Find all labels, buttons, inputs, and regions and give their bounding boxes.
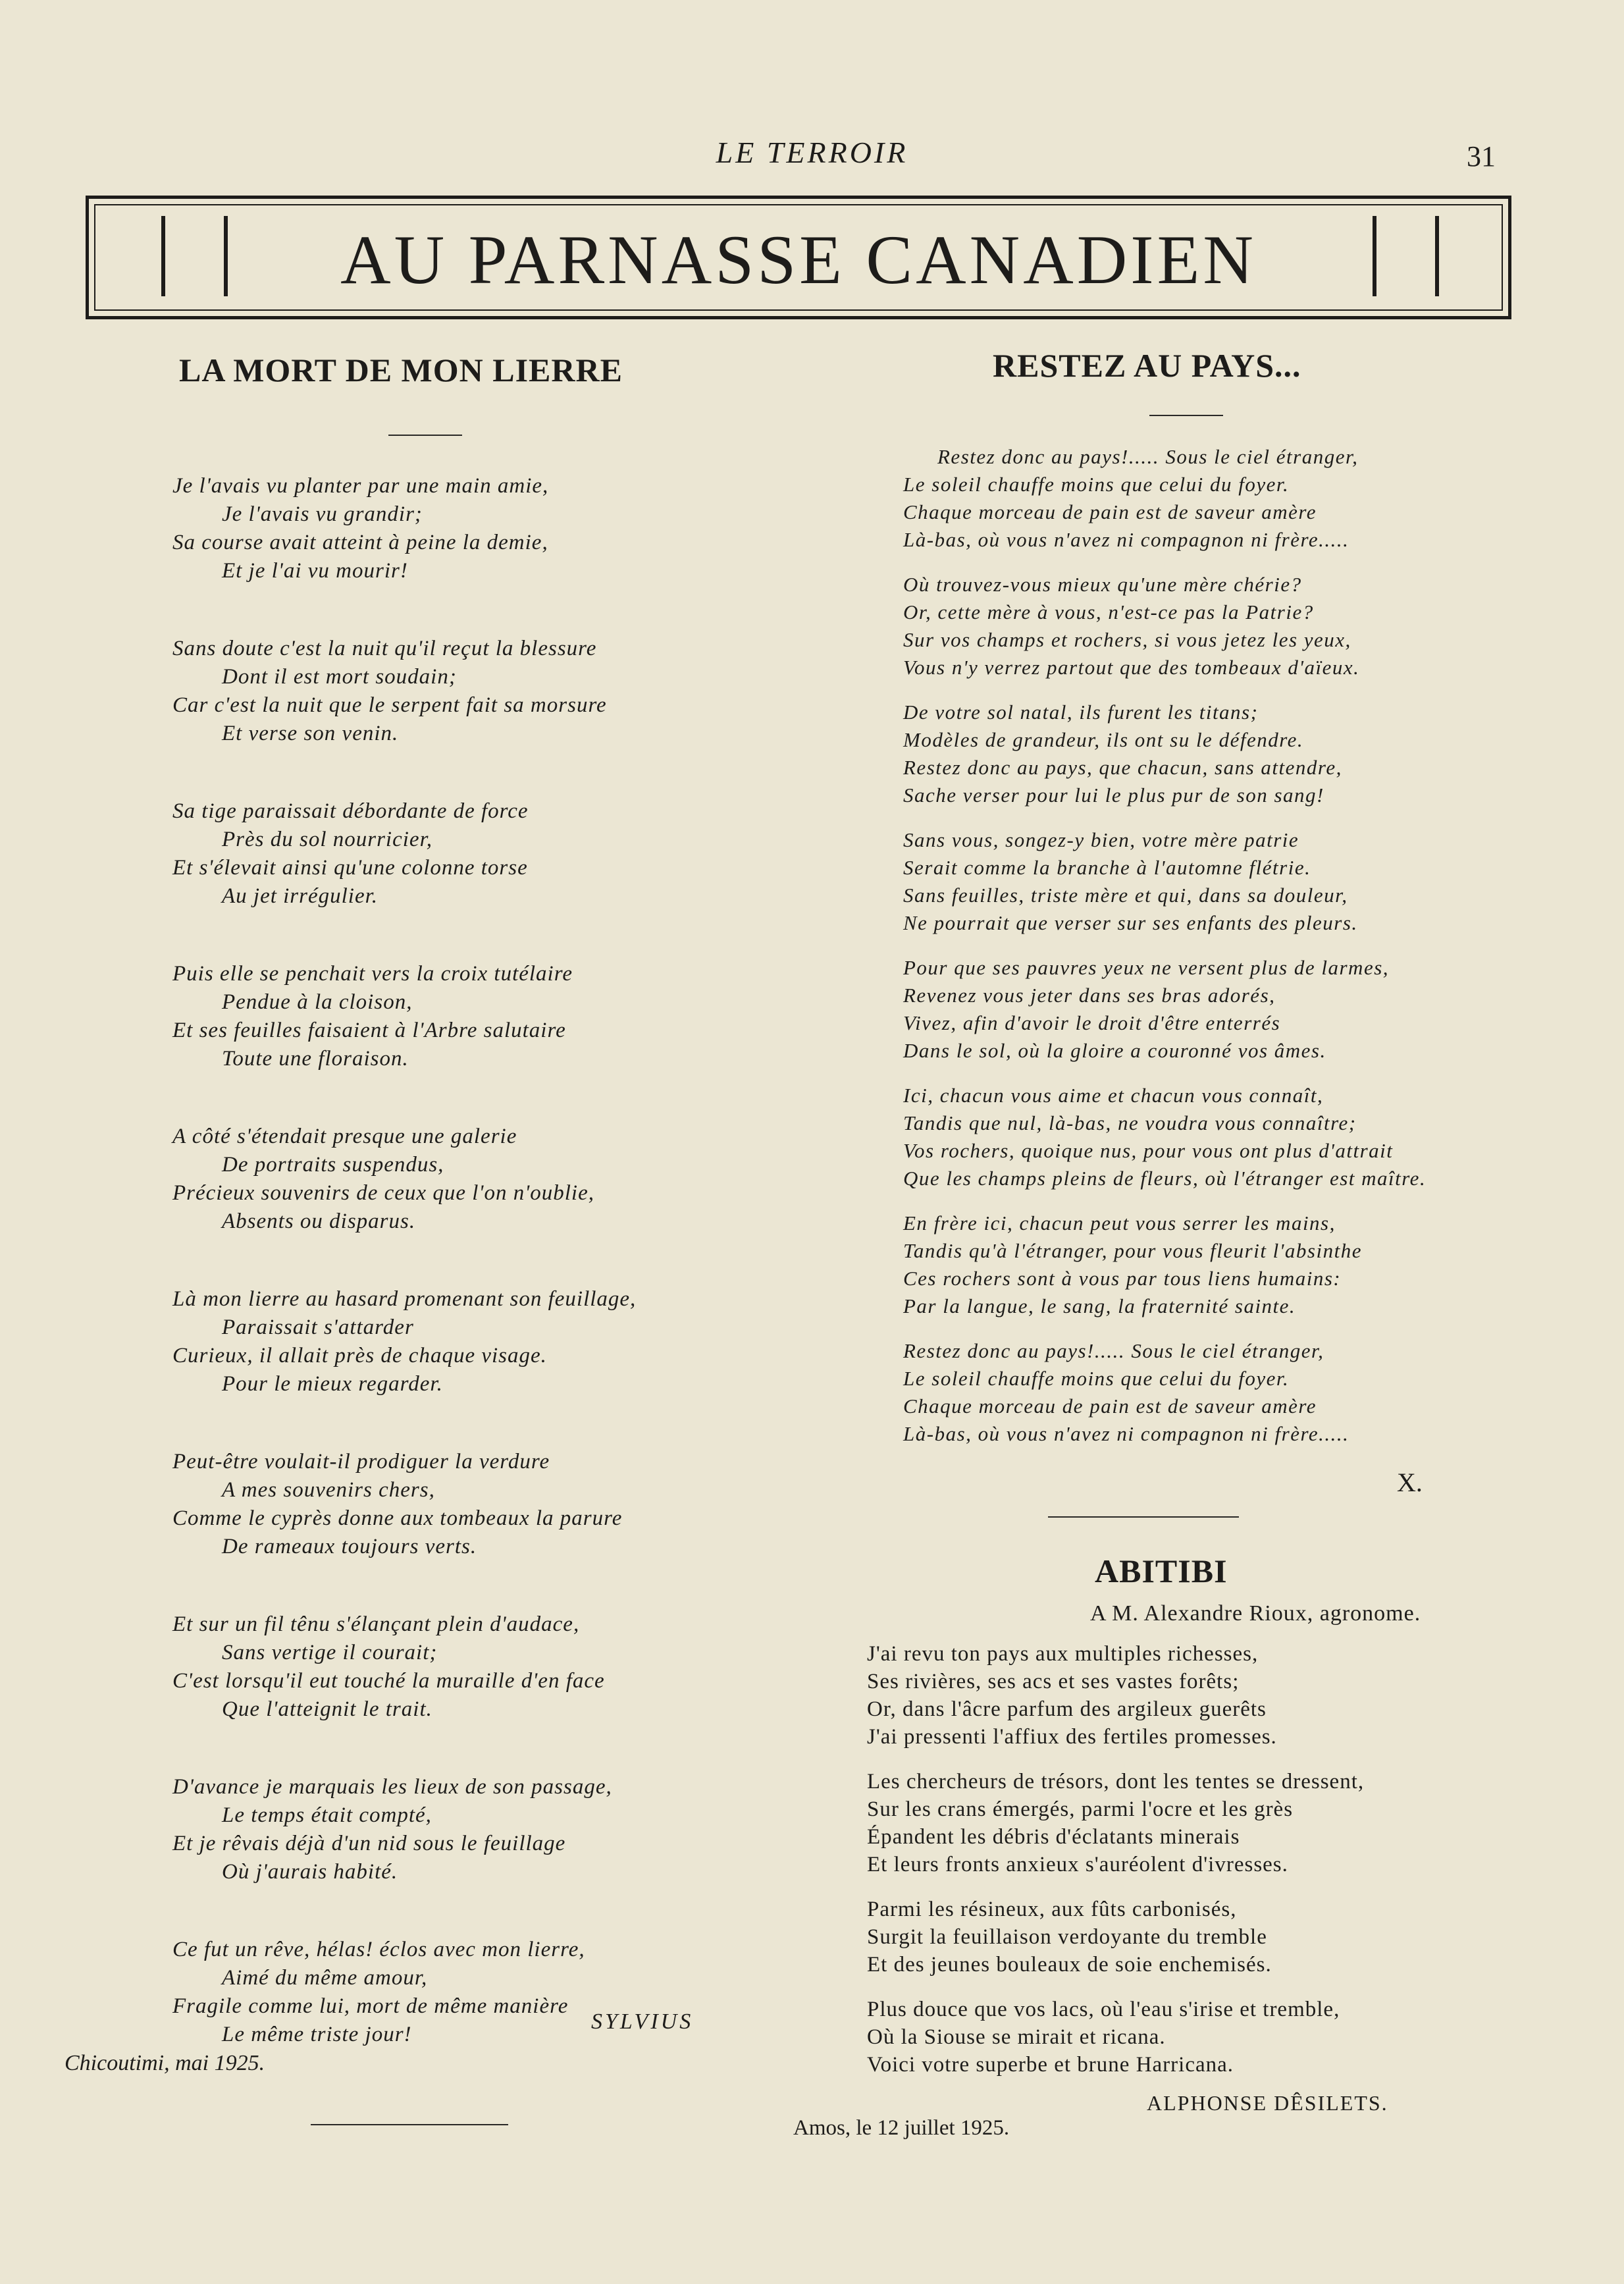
verse-line: Ses rivières, ses acs et ses vastes forêts; [867, 1670, 1240, 1693]
verse-line: Ces rochers sont à vous par tous liens humains: [903, 1267, 1342, 1290]
verse-line: Je l'avais vu planter par une main amie, [172, 474, 549, 498]
verse-line: Sans feuilles, triste mère et qui, dans sa douleur, [903, 884, 1348, 907]
title-rule-right [1149, 415, 1223, 416]
stanza [867, 1896, 1364, 1979]
verse-line: Fragile comme lui, mort de même manière [172, 1994, 569, 2018]
verse-line: Pendue à la cloison, [222, 990, 413, 1014]
stanza [172, 1285, 636, 1398]
verse-line: D'avance je marquais les lieux de son passage, [172, 1775, 612, 1799]
verse-line: Près du sol nourricier, [222, 828, 432, 851]
verse-line: Paraissait s'attarder [222, 1315, 414, 1339]
stanza [903, 699, 1426, 809]
verse-line: Or, cette mère à vous, n'est-ce pas la Patrie? [903, 600, 1314, 624]
verse-line: Peut-être voulait-il prodiguer la verdure [172, 1450, 550, 1474]
verse-line: J'ai revu ton pays aux multiples richesses, [867, 1642, 1259, 1666]
verse-line: Aimé du même amour, [222, 1966, 428, 1990]
verse-line: Le soleil chauffe moins que celui du foyer. [903, 1367, 1290, 1390]
verse-line: Et ses feuilles faisaient à l'Arbre salutaire [172, 1019, 566, 1042]
verse-line: C'est lorsqu'il eut touché la muraille d'en face [172, 1669, 605, 1693]
verse-line: Vos rochers, quoique nus, pour vous ont plus d'attrait [903, 1139, 1394, 1162]
verse-line: Restez donc au pays!..... Sous le ciel étranger, [903, 1339, 1324, 1362]
stanza [903, 1337, 1426, 1448]
poem-title-la-mort-de-mon-lierre: LA MORT DE MON LIERRE [179, 352, 623, 388]
verse-line: De rameaux toujours verts. [222, 1535, 477, 1558]
poem-restez-au-pays [903, 443, 1426, 1448]
verse-line: Surgit la feuillaison verdoyante du tremble [867, 1925, 1267, 1949]
signature-x: X. [1397, 1468, 1423, 1497]
verse-line: Tandis que nul, là-bas, ne voudra vous connaître; [903, 1111, 1357, 1134]
verse-line: Dans le sol, où la gloire a couronné vos âmes. [903, 1039, 1326, 1062]
verse-line: Puis elle se penchait vers la croix tutélaire [172, 962, 573, 986]
end-rule-left [311, 2124, 508, 2125]
running-title: LE TERROIR [716, 136, 908, 169]
stanza [867, 1996, 1364, 2079]
verse-line: Sur vos champs et rochers, si vous jetez les yeux, [903, 628, 1351, 651]
dedication: A M. Alexandre Rioux, agronome. [1090, 1601, 1421, 1626]
verse-line: Sans vertige il courait; [222, 1641, 438, 1664]
verse-line: Par la langue, le sang, la fraternité sainte. [903, 1294, 1296, 1317]
verse-line: Ne pourrait que verser sur ses enfants des pleurs. [903, 911, 1358, 934]
stanza [903, 826, 1426, 937]
verse-line: Modèles de grandeur, ils ont su le défendre. [903, 728, 1304, 751]
poem-title-restez-au-pays: RESTEZ AU PAYS... [993, 347, 1301, 384]
stanza [172, 960, 636, 1073]
verse-line: Précieux souvenirs de ceux que l'on n'oublie, [172, 1181, 594, 1205]
stanza [903, 1209, 1426, 1320]
stanza [172, 1448, 636, 1561]
verse-line: Toute une floraison. [222, 1047, 409, 1071]
verse-line: Au jet irrégulier. [222, 884, 379, 908]
divider-rule [1048, 1516, 1239, 1518]
poem-abitibi [867, 1640, 1364, 2079]
verse-line: Là-bas, où vous n'avez ni compagnon ni frère..... [903, 528, 1349, 551]
page-number: 31 [1467, 140, 1496, 173]
verse-line: Que l'atteignit le trait. [222, 1697, 432, 1721]
place-date-abitibi: Amos, le 12 juillet 1925. [793, 2116, 1010, 2140]
verse-line: Absents ou disparus. [222, 1209, 416, 1233]
stanza [172, 1773, 636, 1886]
verse-line: Parmi les résineux, aux fûts carbonisés, [867, 1898, 1237, 1921]
verse-line: Chaque morceau de pain est de saveur amère [903, 500, 1317, 523]
place-date-left: Chicoutimi, mai 1925. [65, 2051, 265, 2075]
section-banner [86, 196, 1511, 319]
verse-line: Pour que ses pauvres yeux ne versent plus de larmes, [903, 956, 1390, 979]
verse-line: Et leurs fronts anxieux s'auréolent d'ivresses. [867, 1853, 1288, 1876]
stanza [903, 443, 1426, 554]
verse-line: Et je rêvais déjà d'un nid sous le feuillage [172, 1832, 566, 1855]
verse-line: Où trouvez-vous mieux qu'une mère chérie? [903, 573, 1302, 596]
verse-line: Et verse son venin. [222, 722, 399, 745]
verse-line: En frère ici, chacun peut vous serrer les mains, [903, 1211, 1336, 1235]
verse-line: Les chercheurs de trésors, dont les tentes se dressent, [867, 1770, 1365, 1793]
verse-line: Sa course avait atteint à peine la demie, [172, 531, 548, 554]
verse-line: Revenez vous jeter dans ses bras adorés, [903, 984, 1276, 1007]
verse-line: Où j'aurais habité. [222, 1860, 398, 1884]
verse-line: Je l'avais vu grandir; [222, 502, 423, 526]
verse-line: Ce fut un rêve, hélas! éclos avec mon lierre, [172, 1938, 585, 1961]
verse-line: De portraits suspendus, [222, 1153, 444, 1177]
stanza [903, 954, 1426, 1065]
verse-line: A mes souvenirs chers, [222, 1478, 435, 1502]
verse-line: Ici, chacun vous aime et chacun vous connaît, [903, 1084, 1324, 1107]
verse-line: Plus douce que vos lacs, où l'eau s'irise et tremble, [867, 1998, 1340, 2021]
verse-line: Chaque morceau de pain est de saveur amère [903, 1394, 1317, 1418]
verse-line: Tandis qu'à l'étranger, pour vous fleurit l'absinthe [903, 1239, 1362, 1262]
verse-line: Voici votre superbe et brune Harricana. [867, 2053, 1234, 2077]
stanza [172, 797, 636, 911]
verse-line: Et des jeunes bouleaux de soie enchemisés. [867, 1953, 1272, 1977]
stanza [867, 1640, 1364, 1751]
verse-line: Serait comme la branche à l'automne flétrie. [903, 856, 1311, 879]
verse-line: Sur les crans émergés, parmi l'ocre et les grès [867, 1797, 1294, 1821]
verse-line: Où la Siouse se mirait et ricana. [867, 2025, 1166, 2049]
stanza [867, 1768, 1364, 1878]
stanza [172, 635, 636, 748]
verse-line: Et s'élevait ainsi qu'une colonne torse [172, 856, 528, 880]
stanza [903, 1082, 1426, 1192]
poem-title-abitibi: ABITIBI [1095, 1553, 1228, 1589]
verse-line: Sans vous, songez-y bien, votre mère patrie [903, 828, 1299, 851]
verse-line: Or, dans l'âcre parfum des argileux guerêts [867, 1697, 1267, 1721]
verse-line: Le même triste jour! [222, 2023, 412, 2046]
verse-line: Restez donc au pays!..... Sous le ciel étranger, [937, 445, 1359, 468]
signature-alphonse-desilets: ALPHONSE DÊSILETS. [1147, 2091, 1388, 2115]
verse-line: Là-bas, où vous n'avez ni compagnon ni frère..... [903, 1422, 1349, 1445]
banner-title: AU PARNASSE CANADIEN [340, 221, 1257, 298]
verse-line: De votre sol natal, ils furent les titans; [903, 701, 1259, 724]
verse-line: Le soleil chauffe moins que celui du foyer. [903, 473, 1290, 496]
verse-line: Curieux, il allait près de chaque visage. [172, 1344, 547, 1368]
verse-line: Que les champs pleins de fleurs, où l'étranger est maître. [903, 1167, 1427, 1190]
verse-line: Épandent les débris d'éclatants minerais [867, 1825, 1240, 1849]
stanza [172, 1123, 636, 1236]
verse-line: Pour le mieux regarder. [222, 1372, 443, 1396]
verse-line: A côté s'étendait presque une galerie [172, 1125, 517, 1148]
verse-line: Et sur un fil tênu s'élançant plein d'audace, [172, 1612, 580, 1636]
signature-sylvius: SYLVIUS [591, 2009, 694, 2034]
verse-line: Vous n'y verrez partout que des tombeaux d'aïeux. [903, 656, 1360, 679]
title-rule-left [388, 435, 462, 436]
verse-line: Et je l'ai vu mourir! [222, 559, 408, 583]
verse-line: Car c'est la nuit que le serpent fait sa morsure [172, 693, 607, 717]
poem-la-mort-de-mon-lierre [172, 472, 636, 2049]
verse-line: Sans doute c'est la nuit qu'il reçut la blessure [172, 637, 597, 660]
stanza [172, 1936, 636, 2049]
verse-line: J'ai pressenti l'affiux des fertiles promesses. [867, 1725, 1277, 1749]
verse-line: Dont il est mort soudain; [222, 665, 457, 689]
verse-line: Le temps était compté, [222, 1803, 432, 1827]
verse-line: Vivez, afin d'avoir le droit d'être enterrés [903, 1011, 1281, 1034]
verse-line: Là mon lierre au hasard promenant son feuillage, [172, 1287, 637, 1311]
verse-line: Comme le cyprès donne aux tombeaux la parure [172, 1506, 623, 1530]
stanza [172, 472, 636, 585]
stanza [903, 571, 1426, 681]
stanza [172, 1610, 636, 1724]
verse-line: Restez donc au pays, que chacun, sans attendre, [903, 756, 1342, 779]
verse-line: Sa tige paraissait débordante de force [172, 799, 529, 823]
verse-line: Sache verser pour lui le plus pur de son sang! [903, 783, 1324, 807]
